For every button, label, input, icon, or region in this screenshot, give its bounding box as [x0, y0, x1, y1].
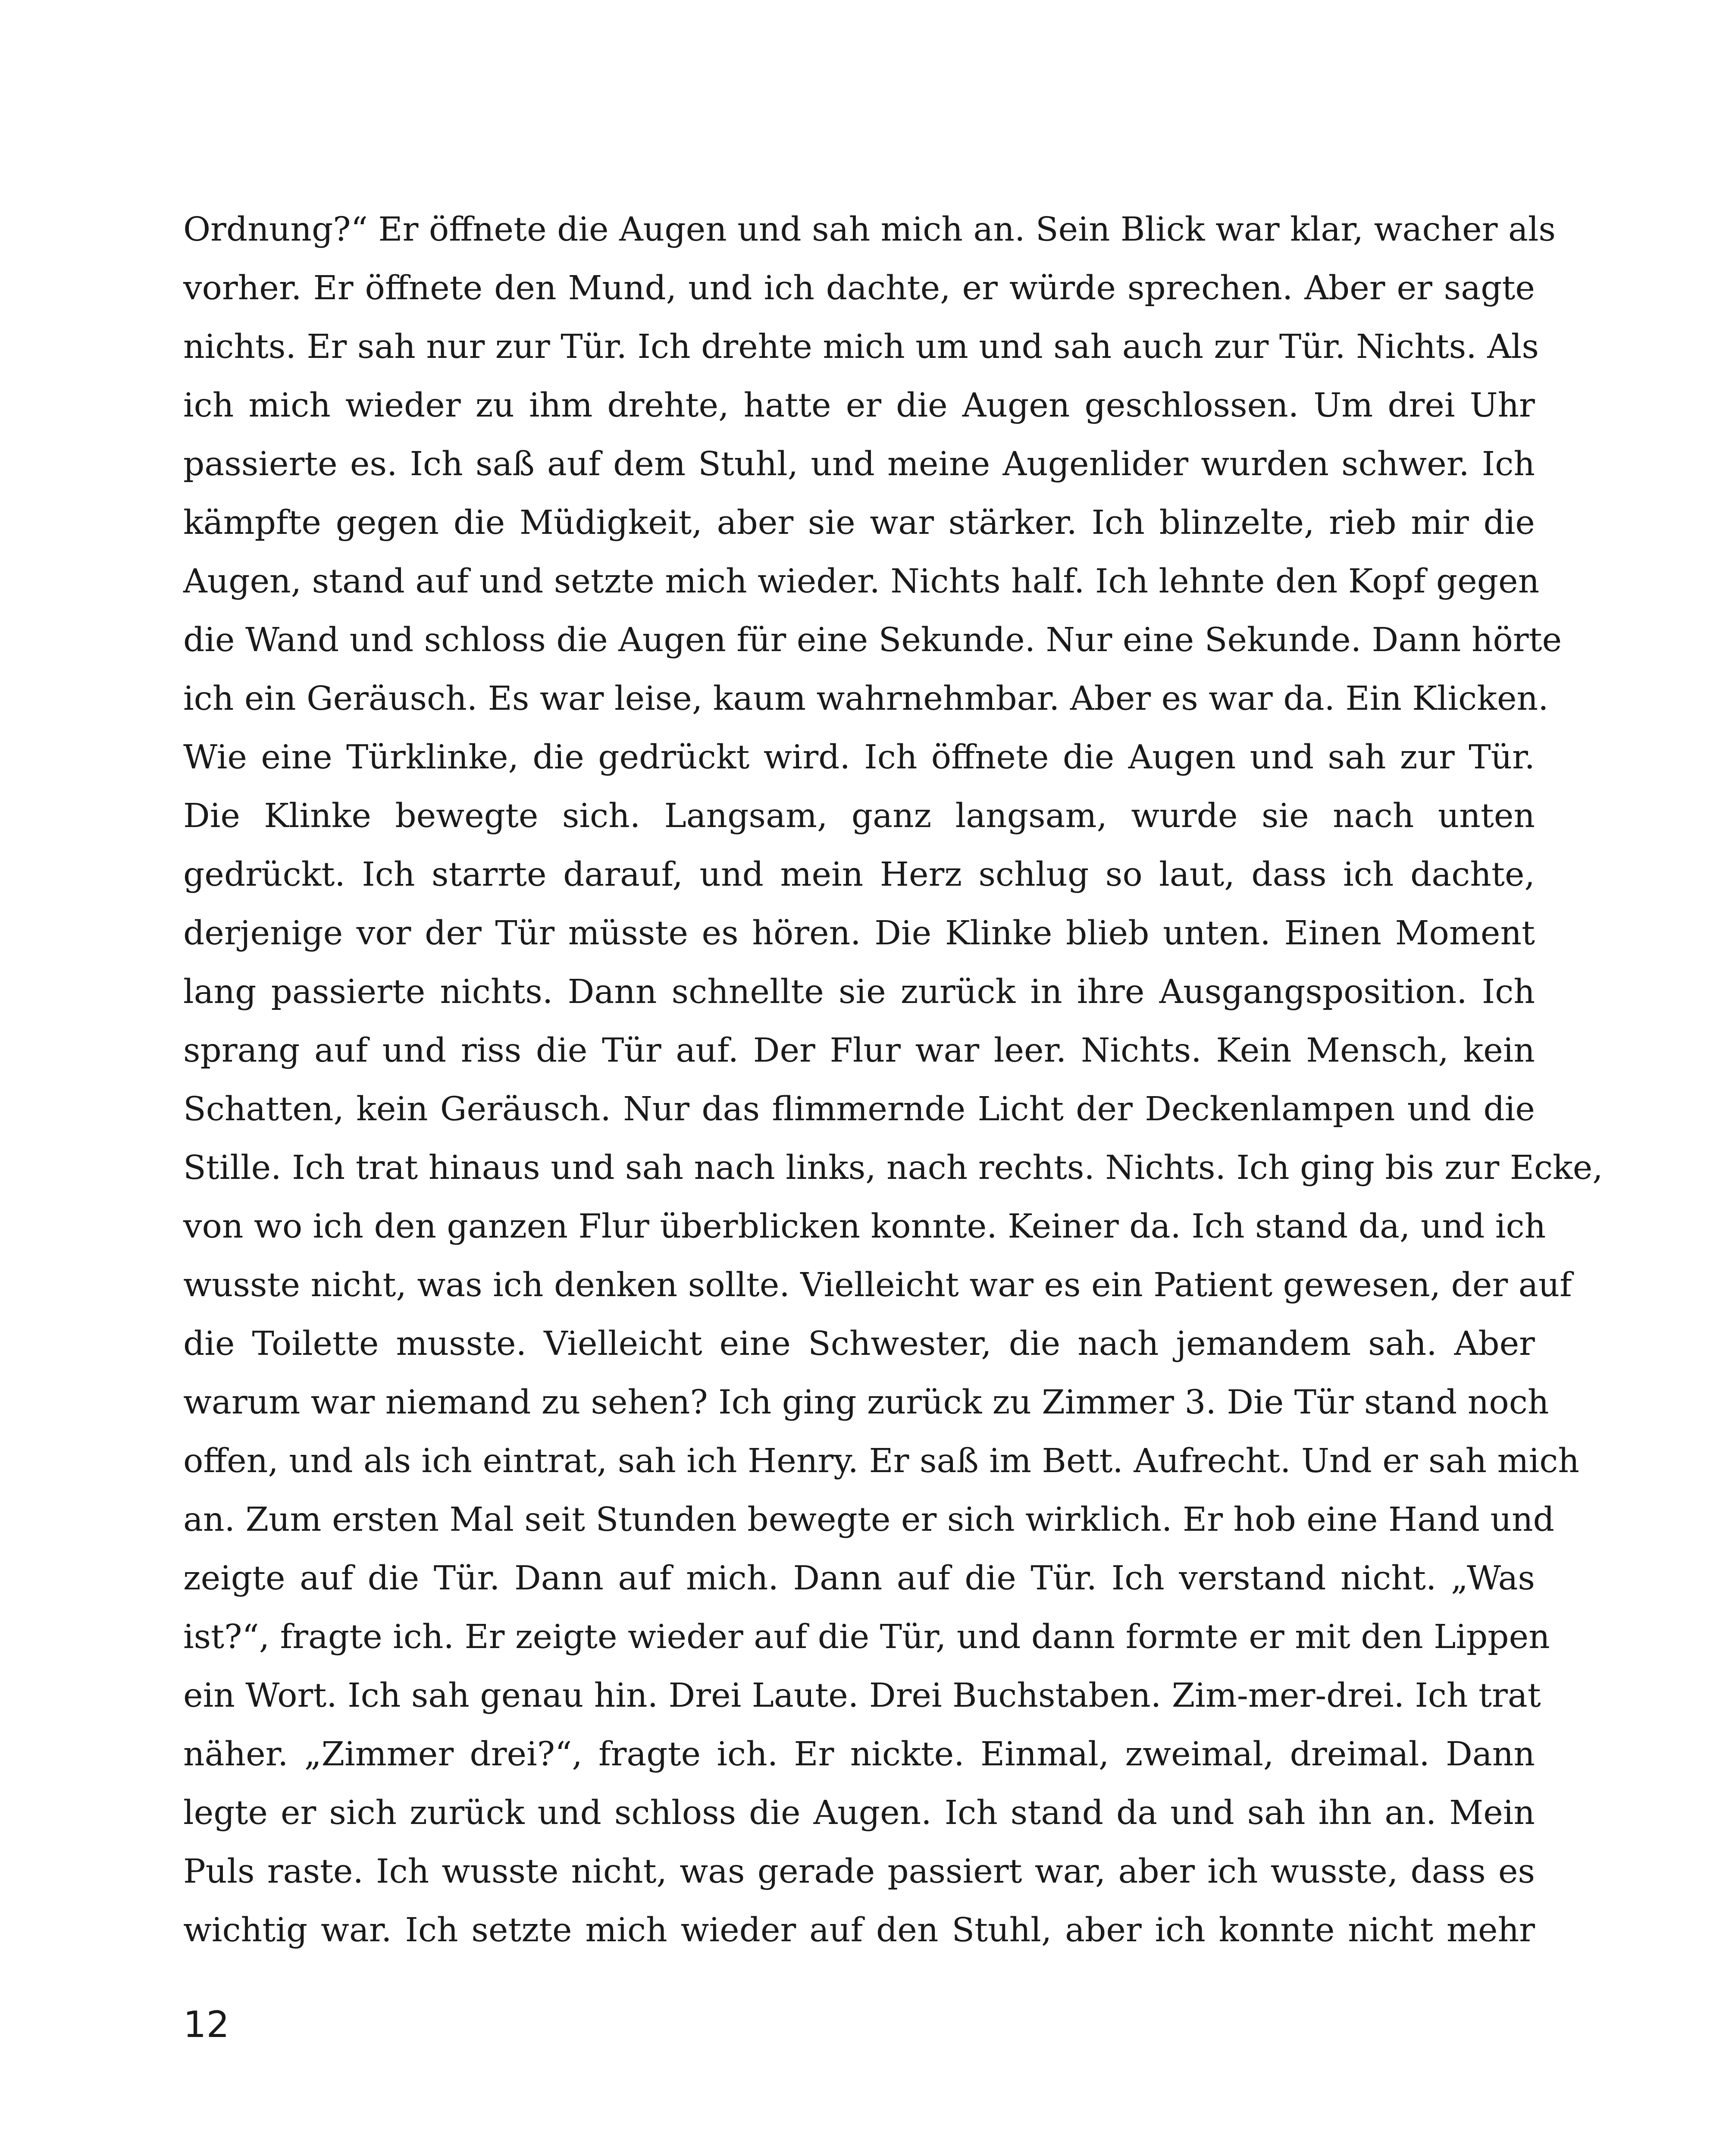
text-line-23: an. Zum ersten Mal seit Stunden bewegte er sich wirklich. Er hob eine Hand und	[183, 1501, 1554, 1539]
text-line-16: Schatten, kein Geräusch. Nur das flimmernde Licht der Deckenlampen und die	[183, 1090, 1535, 1128]
text-line-1: Ordnung?“ Er öffnete die Augen und sah mich an. Sein Blick war klar, wacher als	[183, 210, 1556, 249]
text-line-9: ich ein Geräusch. Es war leise, kaum wahrnehmbar. Aber es war da. Ein Klicken.	[183, 680, 1549, 718]
text-line-22: offen, und als ich eintrat, sah ich Henry. Er saß im Bett. Aufrecht. Und er sah mich	[183, 1442, 1580, 1480]
text-line-13: derjenige vor der Tür müsste es hören. Die Klinke blieb unten. Einen Moment	[183, 914, 1535, 953]
text-line-3: nichts. Er sah nur zur Tür. Ich drehte mich um und sah auch zur Tür. Nichts. Als	[183, 328, 1539, 366]
text-line-7: Augen, stand auf und setzte mich wieder. Nichts half. Ich lehnte den Kopf gegen	[183, 562, 1540, 601]
text-line-29: Puls raste. Ich wusste nicht, was gerade passiert war, aber ich wusste, dass es	[183, 1852, 1535, 1891]
text-line-2: vorher. Er öffnete den Mund, und ich dachte, er würde sprechen. Aber er sagte	[183, 269, 1535, 307]
text-line-10: Wie eine Türklinke, die gedrückt wird. Ich öffnete die Augen und sah zur Tür.	[183, 738, 1535, 777]
text-line-25: ist?“, fragte ich. Er zeigte wieder auf die Tür, und dann formte er mit den Lippen	[183, 1618, 1550, 1656]
text-line-26: ein Wort. Ich sah genau hin. Drei Laute. Drei Buchstaben. Zim-mer-drei. Ich trat	[183, 1677, 1541, 1715]
text-line-5: passierte es. Ich saß auf dem Stuhl, und meine Augenlider wurden schwer. Ich	[183, 445, 1535, 483]
body-text	[183, 201, 1603, 1960]
text-line-19: wusste nicht, was ich denken sollte. Vielleicht war es ein Patient gewesen, der auf	[183, 1266, 1572, 1304]
text-line-20: die Toilette musste. Vielleicht eine Schwester, die nach jemandem sah. Aber	[183, 1325, 1535, 1363]
text-line-17: Stille. Ich trat hinaus und sah nach links, nach rechts. Nichts. Ich ging bis zur Ecke,	[183, 1149, 1603, 1187]
text-line-4: ich mich wieder zu ihm drehte, hatte er die Augen geschlossen. Um drei Uhr	[183, 386, 1535, 425]
page-number: 12	[183, 2003, 229, 2046]
text-line-24: zeigte auf die Tür. Dann auf mich. Dann auf die Tür. Ich verstand nicht. „Was	[183, 1559, 1535, 1598]
text-line-12: gedrückt. Ich starrte darauf, und mein Herz schlug so laut, dass ich dachte,	[183, 856, 1535, 894]
text-line-30: wichtig war. Ich setzte mich wieder auf den Stuhl, aber ich konnte nicht mehr	[183, 1911, 1535, 1949]
text-line-6: kämpfte gegen die Müdigkeit, aber sie war stärker. Ich blinzelte, rieb mir die	[183, 504, 1535, 542]
text-line-8: die Wand und schloss die Augen für eine Sekunde. Nur eine Sekunde. Dann hörte	[183, 621, 1562, 659]
text-line-21: warum war niemand zu sehen? Ich ging zurück zu Zimmer 3. Die Tür stand noch	[183, 1383, 1549, 1422]
text-line-11: Die Klinke bewegte sich. Langsam, ganz langsam, wurde sie nach unten	[183, 797, 1535, 835]
text-line-14: lang passierte nichts. Dann schnellte sie zurück in ihre Ausgangsposition. Ich	[183, 973, 1535, 1011]
text-line-28: legte er sich zurück und schloss die Augen. Ich stand da und sah ihn an. Mein	[183, 1794, 1535, 1832]
text-line-18: von wo ich den ganzen Flur überblicken konnte. Keiner da. Ich stand da, und ich	[183, 1207, 1546, 1246]
text-line-15: sprang auf und riss die Tür auf. Der Flur war leer. Nichts. Kein Mensch, kein	[183, 1031, 1535, 1070]
text-line-27: näher. „Zimmer drei?“, fragte ich. Er nickte. Einmal, zweimal, dreimal. Dann	[183, 1735, 1535, 1774]
